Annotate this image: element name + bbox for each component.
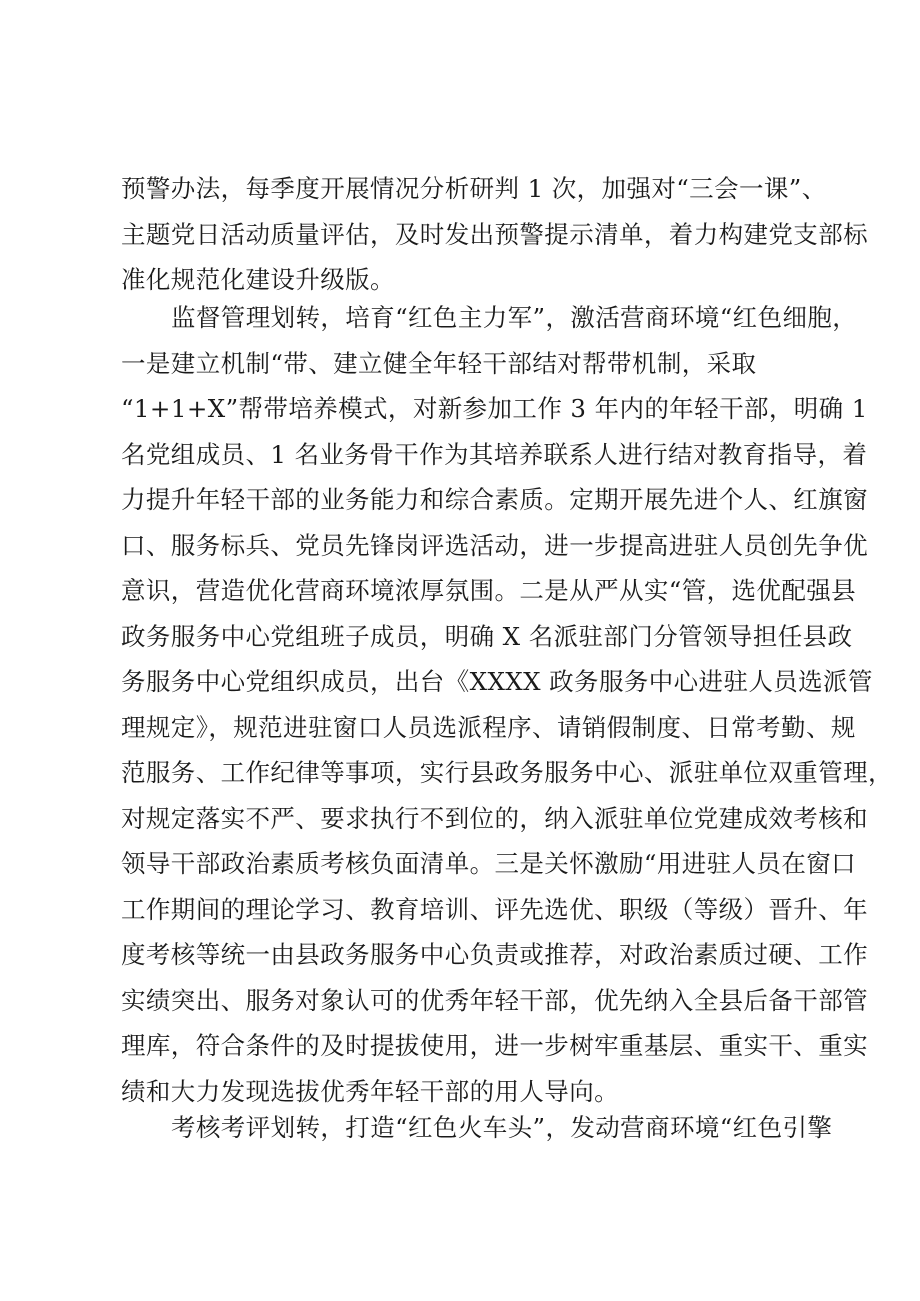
paragraph-line: 领导干部政治素质考核负面清单。三是关怀激励“用进驻人员在窗口 [121, 849, 857, 878]
paragraph-line: 度考核等统一由县政务服务中心负责或推荐，对政治素质过硬、工作 [121, 940, 868, 969]
paragraph-line: 务服务中心党组织成员，出台《XXXX 政务服务中心进驻人员选派管 [121, 667, 873, 696]
paragraph-line: 理库，符合条件的及时提拔使用，进一步树牢重基层、重实干、重实 [121, 1031, 868, 1060]
paragraph-line: 准化规范化建设升级版。 [121, 265, 395, 294]
paragraph-line: 范服务、工作纪律等事项，实行县政务服务中心、派驻单位双重管理， [121, 758, 893, 787]
paragraph-line: 工作期间的理论学习、教育培训、评先选优、职级（等级）晋升、年 [121, 894, 868, 924]
paragraph-2 [121, 295, 893, 1114]
paragraph-line: 力提升年轻干部的业务能力和综合素质。定期开展先进个人、红旗窗 [121, 485, 868, 514]
paragraph-1 [121, 166, 868, 303]
paragraph-line: 政务服务中心党组班子成员，明确 X 名派驻部门分管领导担任县政 [121, 621, 853, 651]
paragraph-line: 对规定落实不严、要求执行不到位的，纳入派驻单位党建成效考核和 [121, 803, 868, 833]
paragraph-line: 绩和大力发现选拔优秀年轻干部的用人导向。 [121, 1076, 619, 1106]
paragraph-line: “1+1+X”帮带培养模式，对新参加工作 3 年内的年轻干部，明确 1 [121, 394, 868, 423]
paragraph-3 [121, 1105, 833, 1151]
paragraph-line: 意识，营造优化营商环境浓厚氛围。二是从严从实“管，选优配强县 [121, 576, 857, 605]
paragraph-line: 预警办法，每季度开展情况分析研判 1 次，加强对“三会一课”、 [121, 174, 827, 203]
paragraph-line: 口、服务标兵、党员先锋岗评选活动，进一步提高进驻人员创先争优 [121, 530, 868, 560]
paragraph-line: 主题党日活动质量评估，及时发出预警提示清单，着力构建党支部标 [121, 219, 868, 249]
paragraph-line: 理规定》，规范进驻窗口人员选派程序、请销假制度、日常考勤、规 [121, 712, 856, 742]
paragraph-line: 考核考评划转，打造“红色火车头”，发动营商环境“红色引擎 [171, 1113, 833, 1142]
paragraph-line: 实绩突出、服务对象认可的优秀年轻干部，优先纳入全县后备干部管 [121, 985, 868, 1015]
paragraph-line: 监督管理划转，培育“红色主力军”，激活营商环境“红色细胞， [171, 303, 858, 332]
paragraph-line: 名党组成员、1 名业务骨干作为其培养联系人进行结对教育指导，着 [121, 439, 868, 469]
paragraph-line: 一是建立机制“带、建立健全年轻干部结对帮带机制，采取 [121, 348, 757, 378]
